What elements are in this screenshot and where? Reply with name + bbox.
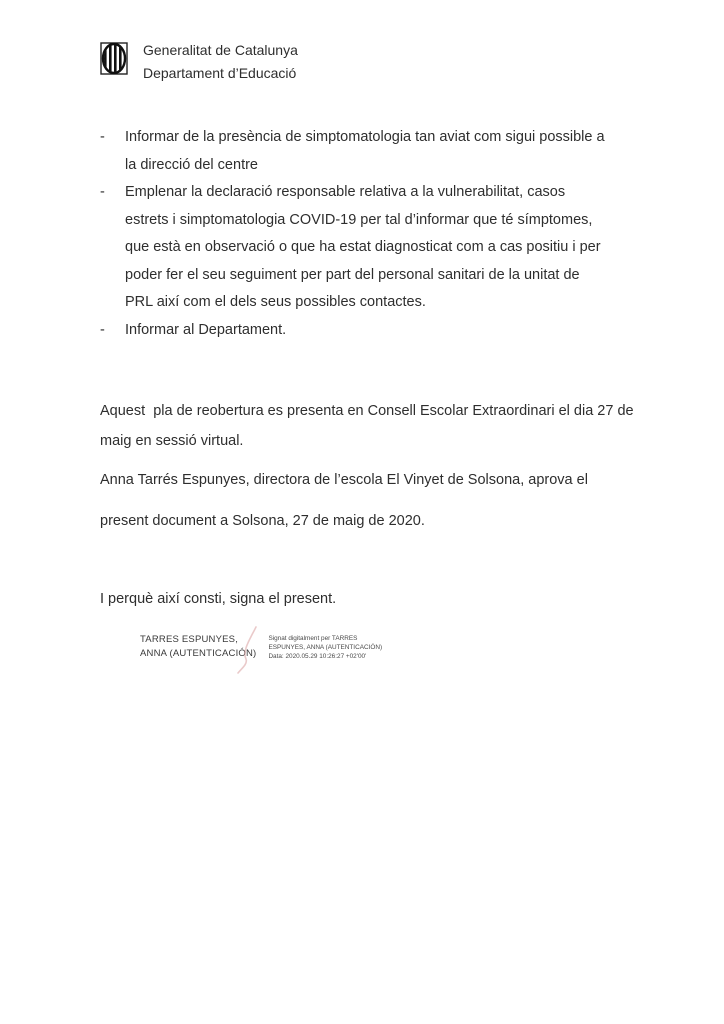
bullet-text: Emplenar la declaració responsable relativa a la vulnerabilitat, casos estrets i simptomatologia COVID-19 per tal d’informar que té símptomes, que està en observació o que ha estat diagnosticat com a cas positiu i per poder fer el seu seguiment per part del personal sanitari de la unitat de PRL així com el dels seus possibles contactes. (125, 184, 601, 310)
list-item (100, 179, 612, 317)
signature-name-line1: TARRES ESPUNYES, (140, 634, 239, 645)
digital-signature-block (140, 633, 382, 661)
org-name: Generalitat de Catalunya (143, 42, 298, 58)
bullet-text: Informar de la presència de simptomatologia tan aviat com sigui possible a la direcció del centre (125, 129, 605, 173)
dept-name: Departament d’Educació (143, 65, 297, 81)
bullet-marker: - (100, 184, 105, 200)
list-item (100, 317, 612, 345)
signature-details-line3: Data: 2020.05.29 10:26:27 +02'00' (268, 653, 367, 660)
bullet-text: Informar al Departament. (125, 321, 287, 338)
bullet-marker: - (100, 129, 105, 145)
bullet-list (100, 124, 612, 344)
signature-name (140, 633, 256, 661)
signature-name-line2: ANNA (AUTENTICACIÓN) (140, 648, 257, 659)
list-item (100, 124, 612, 179)
signature-details (268, 634, 382, 661)
signature-details-line2: ESPUNYES, ANNA (AUTENTICACIÓN) (268, 644, 383, 651)
paragraph-consell-escolar: Aquest pla de reobertura es presenta en Consell Escolar Extraordinari el dia 27 de maig en sessió virtual. (100, 403, 638, 449)
paragraph-closing: I perquè així consti, signa el present. (100, 591, 337, 607)
paragraph-approval: Anna Tarrés Espunyes, directora de l’escola El Vinyet de Solsona, aprova el present document a Solsona, 27 de maig de 2020. (100, 472, 592, 529)
header (143, 39, 298, 85)
generalitat-logo-icon (100, 41, 128, 76)
signature-details-line1: Signat digitalment per TARRES (268, 635, 358, 642)
bullet-marker: - (100, 321, 105, 338)
